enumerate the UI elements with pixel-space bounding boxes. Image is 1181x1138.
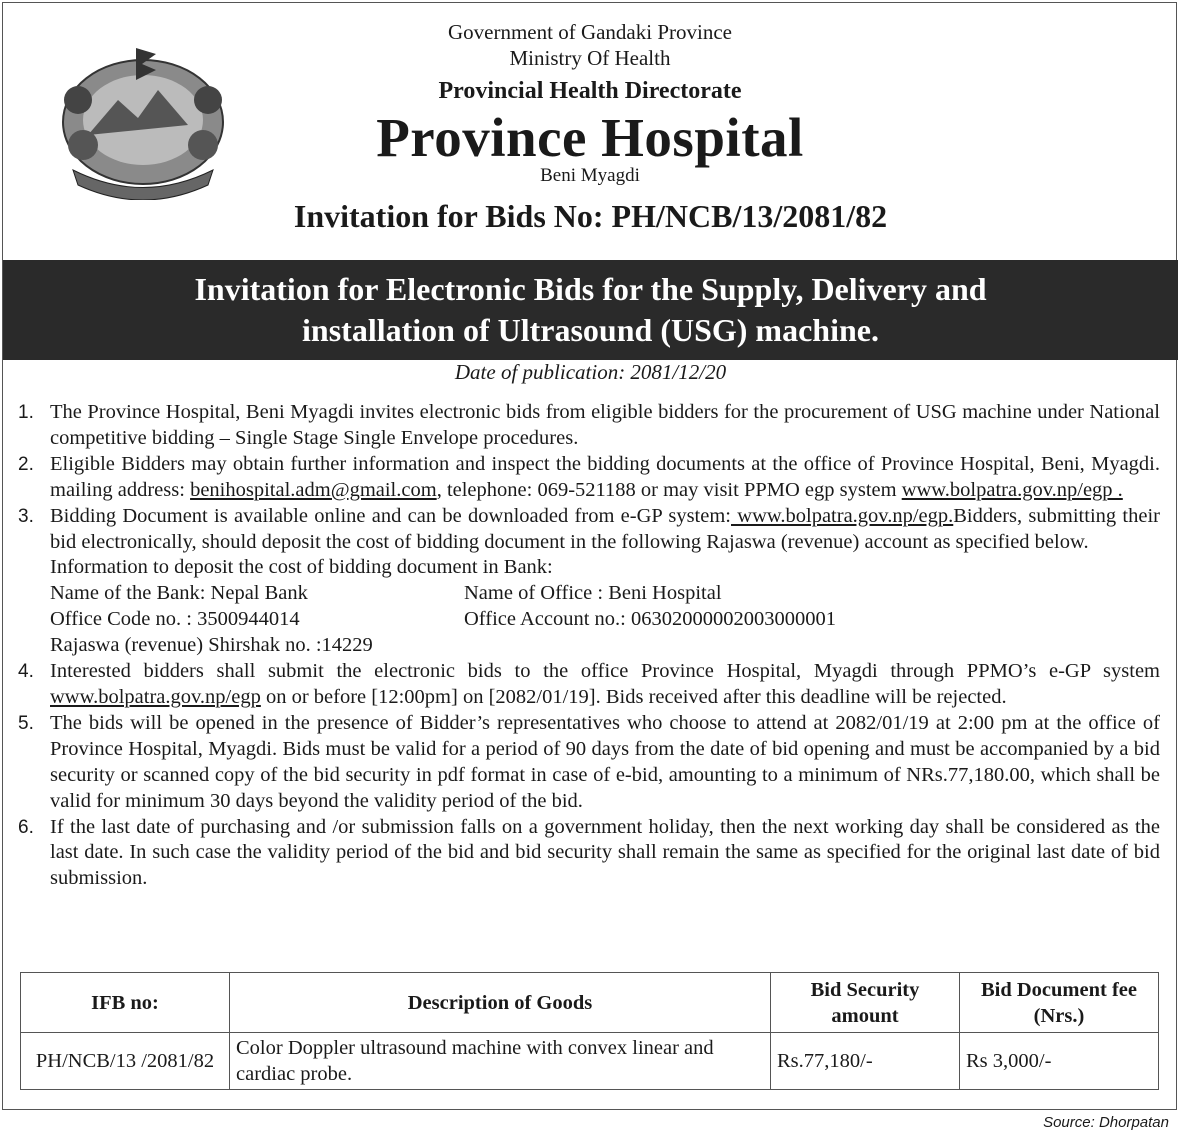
- table-header-row: [21, 973, 1159, 1033]
- item-text: Bidding Document is available online and can be downloaded from e-GP system:: [50, 504, 731, 527]
- bank-intro: Information to deposit the cost of bidding document in Bank:: [50, 556, 553, 579]
- banner-line-1: Invitation for Electronic Bids for the Supply, Delivery and: [194, 271, 987, 307]
- office-account: Office Account no.: 06302000002003000001: [464, 608, 836, 631]
- table-row: [21, 1033, 1159, 1090]
- list-item: [18, 504, 1160, 659]
- item-text: The bids will be opened in the presence of Bidder’s representatives who choose to attend at 2082/01/19 at 2:00 pm at the office of Province Hospital, Myagdi. Bids must be valid for a period of 90 days from the date of bid opening and must be accompanied by a bid security or scanned copy of the bid security in pdf format in case of e-bid, amounting to a minimum of NRs.77,180.00, which shall be valid for minimum 30 days beyond the validity period of the bid.: [50, 711, 1160, 812]
- nepal-emblem-icon: [48, 40, 238, 200]
- item-number: 2.: [18, 453, 34, 475]
- item-number: 6.: [18, 816, 34, 838]
- office-name: Name of Office : Beni Hospital: [464, 582, 722, 605]
- publication-date: Date of publication: 2081/12/20: [454, 360, 727, 384]
- notice-banner: [3, 260, 1178, 360]
- item-text: Bidders, submitting their bid electronically, should deposit the cost of bidding document in the following Rajaswa (revenue) account as specified below.: [50, 504, 1160, 553]
- banner-line-2: installation of Ultrasound (USG) machine.: [302, 312, 879, 348]
- office-code: Office Code no. : 3500944014: [50, 608, 300, 631]
- table-cell: PH/NCB/13 /2081/82: [21, 1033, 230, 1090]
- item-text: , telephone: 069-521188 or may visit PPMO egp system: [436, 478, 902, 501]
- item-text: Eligible Bidders may obtain further information and inspect the bidding documents at the office of Province Hospital, Beni, Myagdi. mailing address:: [50, 452, 1160, 501]
- table-cell: Rs 3,000/-: [960, 1033, 1159, 1090]
- item-number: 1.: [18, 402, 34, 423]
- list-item: [18, 711, 1160, 815]
- item-text: on or before [12:00pm] on [2082/01/19]. Bids received after this deadline will be rejected.: [260, 685, 1007, 708]
- egp-link[interactable]: www.bolpatra.gov.np/egp.: [731, 504, 954, 527]
- bank-name: Name of the Bank: Nepal Bank: [50, 582, 308, 605]
- notice-body: [18, 400, 1160, 892]
- egp-link[interactable]: www.bolpatra.gov.np/egp .: [901, 478, 1123, 501]
- ministry-name: Ministry Of Health: [509, 46, 671, 70]
- email-link[interactable]: benihospital.adm@gmail.com: [190, 478, 437, 501]
- table-cell: Rs.77,180/-: [771, 1033, 960, 1090]
- bank-row: [50, 581, 1160, 607]
- column-header: Bid Document fee (Nrs.): [960, 973, 1159, 1033]
- table-cell: Color Doppler ultrasound machine with convex linear and cardiac probe.: [230, 1033, 771, 1090]
- source-credit: Source: Dhorpatan: [1043, 1114, 1169, 1131]
- item-text: If the last date of purchasing and /or submission falls on a government holiday, then the next working day shall be considered as the last date. In such case the validity period of the bid and bid security shall remain the same as specified for the original last date of bid submission.: [50, 815, 1160, 890]
- government-name: Government of Gandaki Province: [447, 20, 732, 44]
- list-item: [18, 400, 1160, 452]
- item-number: 5.: [18, 712, 34, 734]
- column-header: IFB no:: [21, 973, 230, 1033]
- item-text: The Province Hospital, Beni Myagdi invites electronic bids from eligible bidders for the procurement of USG machine under National competitive bidding – Single Stage Single Envelope procedures.: [50, 401, 1160, 449]
- list-item: [18, 815, 1160, 893]
- hospital-location: Beni Myagdi: [540, 165, 640, 186]
- list-item: [18, 452, 1160, 504]
- list-item: [18, 659, 1160, 711]
- ifb-title: Invitation for Bids No: PH/NCB/13/2081/82: [293, 198, 888, 234]
- item-text: Interested bidders shall submit the electronic bids to the office Province Hospital, Myagdi through PPMO’s e-GP system: [50, 660, 1160, 683]
- egp-link[interactable]: www.bolpatra.gov.np/egp: [50, 685, 261, 708]
- hospital-name: Province Hospital: [376, 107, 804, 168]
- item-number: 4.: [18, 661, 34, 683]
- item-number: 3.: [18, 505, 34, 527]
- column-header: Bid Security amount: [771, 973, 960, 1033]
- directorate-name: Provincial Health Directorate: [438, 78, 742, 104]
- revenue-shirshak: Rajaswa (revenue) Shirshak no. :14229: [50, 634, 373, 657]
- bid-table: [20, 972, 1159, 1090]
- column-header: Description of Goods: [230, 973, 771, 1033]
- bank-row: [50, 607, 1160, 633]
